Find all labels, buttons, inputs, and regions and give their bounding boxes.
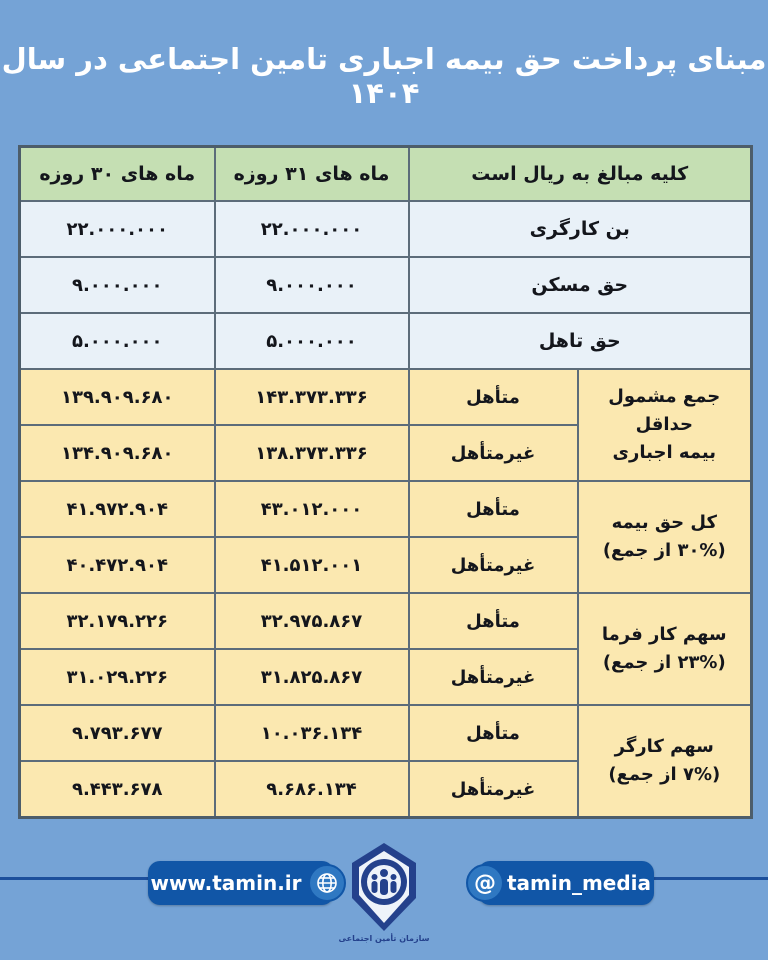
group-label-cell — [578, 593, 752, 705]
group-label-cell — [578, 481, 752, 593]
status-cell: متأهل — [409, 369, 578, 425]
page-title: مبنای پرداخت حق بیمه اجباری تامین اجتماعی در سال ۱۴۰۴ — [1, 42, 767, 110]
tamin-logo — [348, 843, 420, 935]
header-col31-cell: ماه های ۳۱ روزه — [215, 147, 409, 202]
group-label-line1: سهم کار فرما — [601, 624, 727, 646]
amount-31-cell: ۱۰.۰۳۶.۱۳۴ — [215, 705, 409, 761]
amount-31-cell: ۱۳۸.۳۷۳.۳۳۶ — [215, 425, 409, 481]
amount-30-cell: ۴۱.۹۷۲.۹۰۴ — [20, 481, 215, 537]
amount-30-cell: ۹.۰۰۰.۰۰۰ — [20, 257, 215, 313]
table-row — [20, 201, 752, 257]
social-handle-link[interactable] — [474, 861, 654, 905]
amount-31-cell: ۴۱.۵۱۲.۰۰۱ — [215, 537, 409, 593]
table-row — [20, 481, 752, 537]
website-text: www.tamin.ir — [150, 871, 302, 895]
group-label-line2: (۲۳% از جمع) — [602, 652, 726, 673]
footer-rule-left — [0, 877, 150, 880]
amount-31-cell: ۳۱.۸۲۵.۸۶۷ — [215, 649, 409, 705]
amount-30-cell: ۵.۰۰۰.۰۰۰ — [20, 313, 215, 369]
amount-30-cell: ۳۲.۱۷۹.۲۲۶ — [20, 593, 215, 649]
premium-table — [18, 145, 753, 819]
amount-30-cell: ۳۱.۰۲۹.۲۲۶ — [20, 649, 215, 705]
group-label-line2: (۷% از جمع) — [608, 764, 721, 785]
status-cell: غیرمتأهل — [409, 425, 578, 481]
header-note-cell: کلیه مبالغ به ریال است — [409, 147, 752, 202]
table-row — [20, 593, 752, 649]
header-col30-cell: ماه های ۳۰ روزه — [20, 147, 215, 202]
row-label-cell: بن کارگری — [409, 201, 752, 257]
at-icon: @ — [466, 864, 504, 902]
status-cell: متأهل — [409, 705, 578, 761]
amount-31-cell: ۵.۰۰۰.۰۰۰ — [215, 313, 409, 369]
group-label-line1: کل حق بیمه — [611, 512, 717, 534]
amount-30-cell: ۱۳۴.۹۰۹.۶۸۰ — [20, 425, 215, 481]
group-label-line1: جمع مشمول حداقل — [608, 386, 721, 436]
group-label-line2: (۳۰% از جمع) — [602, 540, 726, 561]
amount-31-cell: ۲۲.۰۰۰.۰۰۰ — [215, 201, 409, 257]
amount-31-cell: ۴۳.۰۱۲.۰۰۰ — [215, 481, 409, 537]
social-handle-text: tamin_media — [506, 871, 652, 895]
group-label-line2: بیمه اجباری — [612, 441, 716, 463]
amount-31-cell: ۱۴۳.۳۷۳.۳۳۶ — [215, 369, 409, 425]
status-cell: غیرمتأهل — [409, 761, 578, 818]
globe-icon — [308, 864, 346, 902]
table-row — [20, 257, 752, 313]
amount-30-cell: ۹.۷۹۳.۶۷۷ — [20, 705, 215, 761]
table-row — [20, 369, 752, 425]
amount-30-cell: ۹.۴۴۳.۶۷۸ — [20, 761, 215, 818]
status-cell: غیرمتأهل — [409, 537, 578, 593]
amount-30-cell: ۴۰.۴۷۲.۹۰۴ — [20, 537, 215, 593]
amount-31-cell: ۹.۶۸۶.۱۳۴ — [215, 761, 409, 818]
table-row — [20, 313, 752, 369]
amount-30-cell: ۱۳۹.۹۰۹.۶۸۰ — [20, 369, 215, 425]
table-row — [20, 705, 752, 761]
row-label-cell: حق مسکن — [409, 257, 752, 313]
amount-31-cell: ۳۲.۹۷۵.۸۶۷ — [215, 593, 409, 649]
table-header-row — [20, 147, 752, 202]
group-label-cell — [578, 705, 752, 818]
status-cell: متأهل — [409, 593, 578, 649]
status-cell: غیرمتأهل — [409, 649, 578, 705]
logo-caption: سازمان تأمین اجتماعی — [338, 934, 430, 943]
group-label-line1: سهم کارگر — [614, 736, 714, 758]
row-label-cell: حق تاهل — [409, 313, 752, 369]
website-link[interactable] — [148, 861, 334, 905]
amount-31-cell: ۹.۰۰۰.۰۰۰ — [215, 257, 409, 313]
group-label-cell — [578, 369, 752, 481]
amount-30-cell: ۲۲.۰۰۰.۰۰۰ — [20, 201, 215, 257]
status-cell: متأهل — [409, 481, 578, 537]
